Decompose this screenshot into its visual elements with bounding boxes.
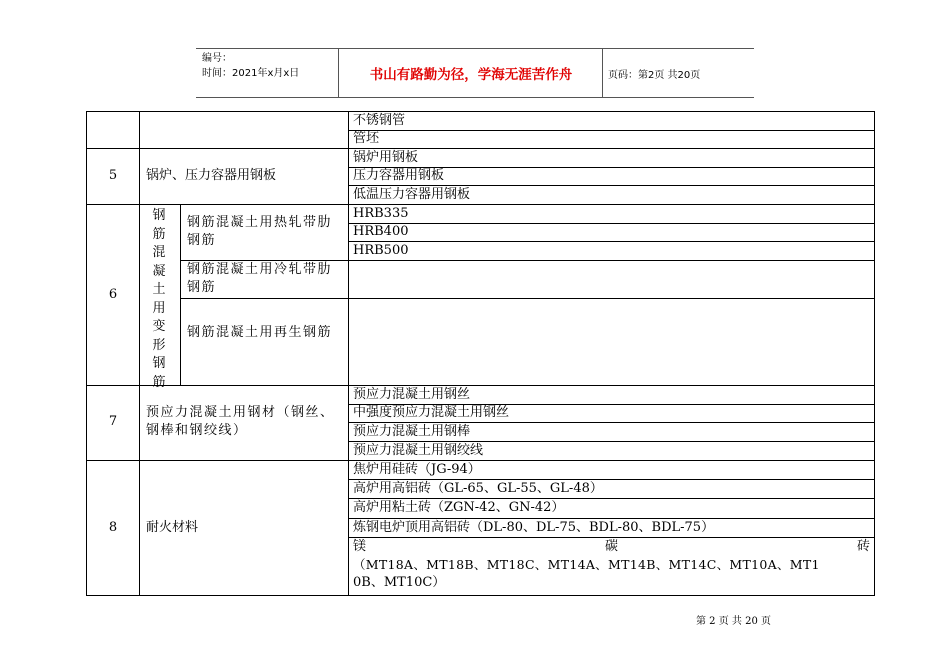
item-divider xyxy=(348,241,874,242)
row-number: 7 xyxy=(108,414,118,429)
subcategory-name: 钢筋混凝土用热轧带肋钢筋 xyxy=(187,215,333,248)
materials-table xyxy=(86,111,875,596)
item-text: 预应力混凝土用钢丝 xyxy=(353,387,471,402)
category-name: 耐火材料 xyxy=(146,520,199,535)
item-text: 锅炉用钢板 xyxy=(353,150,419,165)
time-label: 时间：2021年x月x日 xyxy=(202,68,300,79)
number-label: 编号： xyxy=(202,53,232,64)
item-text: 管坯 xyxy=(353,131,380,146)
subcategory-name: 钢筋混凝土用冷轧带肋钢筋 xyxy=(187,262,333,295)
category-name: 预应力混凝土用钢材（钢丝、钢棒和钢绞线） xyxy=(146,405,335,438)
header-motto: 书山有路勤为径，学海无涯苦作舟 xyxy=(369,67,573,83)
item-text: （MT18A、MT18B、MT18C、MT14A、MT14B、MT14C、MT10A、MT1 xyxy=(353,557,820,572)
item-text: 高炉用粘土砖（ZGN-42、GN-42） xyxy=(353,500,565,515)
col-divider xyxy=(139,112,140,595)
item-text: 不锈钢管 xyxy=(353,113,406,128)
header-divider xyxy=(338,49,339,97)
item-text: 预应力混凝土用钢绞线 xyxy=(353,443,484,458)
item-text: 炼钢电炉顶用高铝砖（DL-80、DL-75、BDL-80、BDL-75） xyxy=(353,520,715,535)
page-footer: 第 2 页 共 20 页 xyxy=(696,616,771,627)
item-text: 碳 xyxy=(605,539,619,554)
item-text: 砖 xyxy=(857,539,871,554)
row-divider xyxy=(87,148,874,149)
sub-divider xyxy=(180,298,874,299)
item-text: 焦炉用硅砖（JG-94） xyxy=(353,462,481,477)
header-meta xyxy=(202,51,299,81)
row-divider xyxy=(87,385,874,386)
item-text: HRB335 xyxy=(353,206,409,221)
category-name: 锅炉、压力容器用钢板 xyxy=(146,168,277,183)
document-header xyxy=(196,48,754,98)
header-page-label: 页码：第2页 共20页 xyxy=(608,69,701,81)
header-divider xyxy=(602,49,603,97)
row-number: 6 xyxy=(108,287,118,302)
item-divider xyxy=(348,130,874,131)
subcategory-name: 钢筋混凝土用再生钢筋 xyxy=(187,325,333,340)
row-number: 8 xyxy=(108,520,118,535)
item-text: HRB500 xyxy=(353,243,409,258)
item-text: 高炉用高铝砖（GL-65、GL-55、GL-48） xyxy=(353,481,603,496)
category-name-vertical: 钢 筋 混 凝 土 用 变 形 钢 筋 xyxy=(152,208,166,390)
item-text: 压力容器用钢板 xyxy=(353,168,445,183)
col-divider xyxy=(180,204,181,385)
row-divider xyxy=(87,204,874,205)
item-text: HRB400 xyxy=(353,224,409,239)
row-number: 5 xyxy=(108,168,118,183)
item-text: 预应力混凝土用钢棒 xyxy=(353,424,471,439)
item-text: 低温压力容器用钢板 xyxy=(353,187,471,202)
item-text: 0B、MT10C） xyxy=(353,575,446,590)
item-text: 镁 xyxy=(353,539,367,554)
item-text: 中强度预应力混凝土用钢丝 xyxy=(353,405,510,420)
item-divider xyxy=(348,223,874,224)
